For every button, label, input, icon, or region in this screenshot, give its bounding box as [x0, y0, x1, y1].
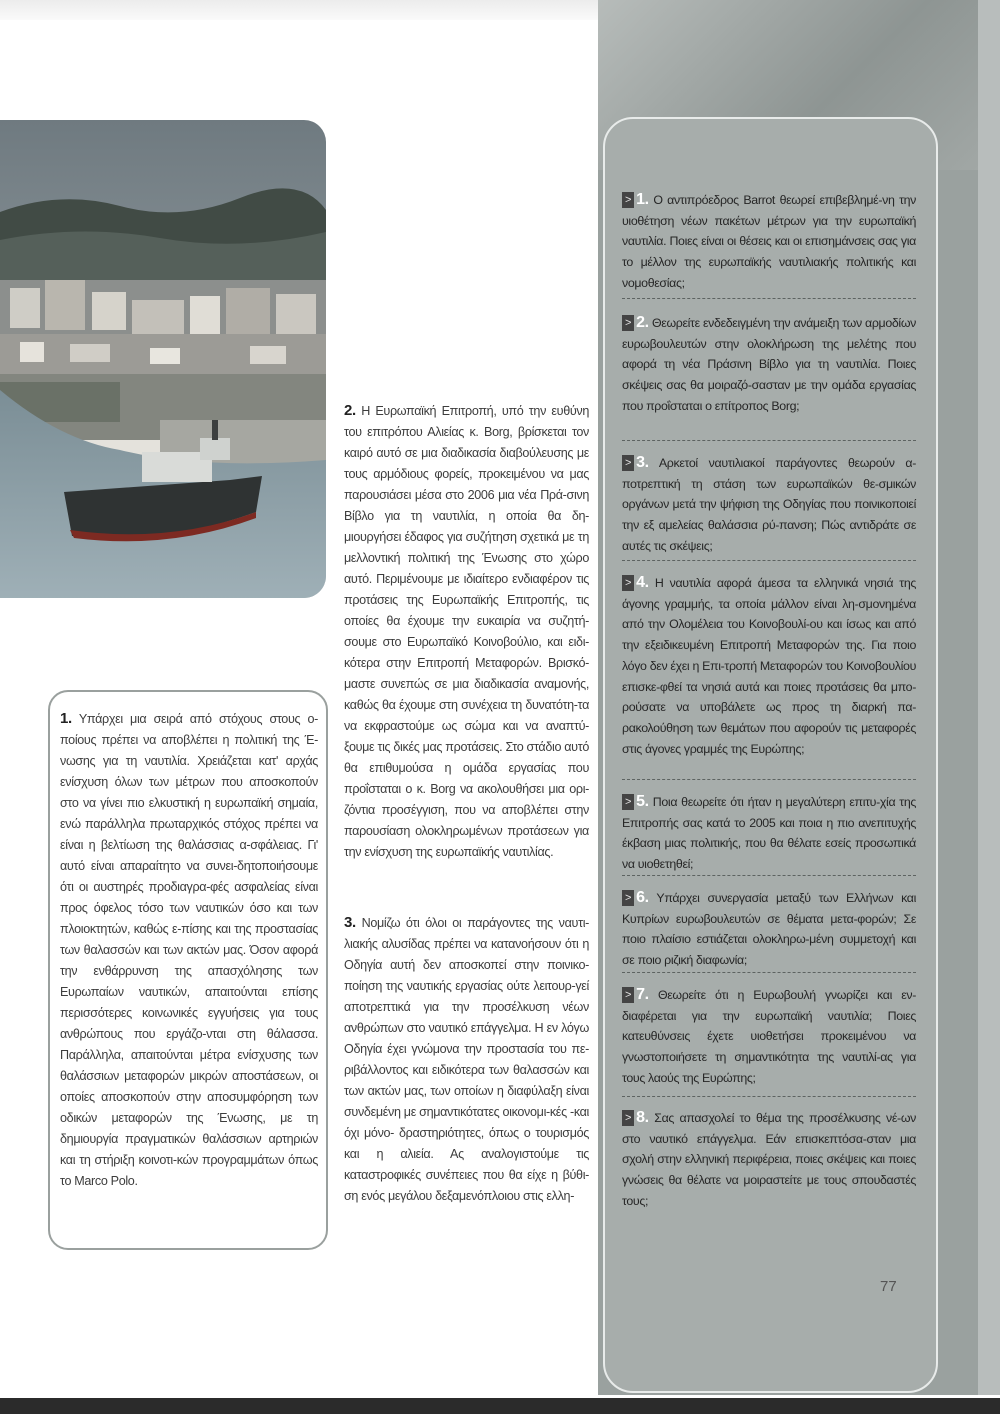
question-1 — [622, 190, 916, 294]
question-6-text: Υπάρχει συνεργασία μεταξύ των Ελλήνων και Κυπρίων ευρωβουλευτών σε θέματα μετα-φορών; Σε ποιο πλαίσιο εστιάζεται ολοκληρω-μένη συμμετοχή και σε ποιο ριζική διαφωνία; — [622, 891, 916, 968]
answer-2 — [344, 400, 589, 863]
page-right-margin — [978, 0, 1000, 1395]
question-8-text: Σας απασχολεί το θέμα της προσέλκυσης νέ-ων στο ναυτικό επάγγελμα. Εάν επισκεπτόσα-σταν μια σχολή στην ελληνική περιφέρεια, ποιες σκέψεις και ποιες γνώσεις θα θέλατε να μοιραστείτε με τους σπουδαστές τους; — [622, 1111, 917, 1208]
question-8-arrow-icon: > — [622, 1110, 634, 1126]
question-divider — [622, 298, 916, 299]
question-6-arrow-icon: > — [622, 890, 634, 906]
answer-1-number: 1. — [60, 710, 72, 727]
question-8 — [622, 1108, 916, 1212]
question-6-number: 6. — [636, 889, 649, 906]
question-7-text: Θεωρείτε ότι η Ευρωβουλή γνωρίζει και εν-διαφέρεται για την ευρωπαϊκή ναυτιλία; Ποιες κατευθύνσεις έχετε υιοθετήσει προκειμένου να γνωστοποιήσετε τη σημαντικότητα της ναυτιλί-ας για τους λαούς της Ευρώπης; — [622, 988, 916, 1085]
scan-bottom-edge — [0, 1398, 1000, 1414]
question-2-text: Θεωρείτε ενδεδειγμένη την ανάμειξη των αρμοδίων ευρωβουλευτών στην ολοκλήρωση της μελέτης που αφορά τη νέα Πράσινη Βίβλο για τη ναυτιλία. Ποιες σκέψεις σας θα μοιραζό-σασταν με την ομάδα εργασίας που προΐσταται ο επίτροπος Borg; — [622, 316, 917, 413]
answer-3-text: Νομίζω ότι όλοι οι παράγοντες της ναυτι-λιακής αλυσίδας πρέπει να κατανοήσουν ότι η Οδηγία αυτή δεν αποσκοπεί στην ποινικο-ποίηση της ναυτικής εργασίας ούτε λειτουρ-γεί αποτρεπτικά για την προσέλκυση νέων ανθρώπων στο ναυτικό επάγγελμα. Η εν λόγω Οδηγία έχει γνώμονα την προστασία του πε-ριβάλλοντος και ειδικότερα των θαλασσών και των ακτών μας, των οποίων η διαφύλαξη είναι συνδεμένη με σημαντικότατες οικονομι-κές -και όχι μόνο- δραστηριότητες, όπως ο τουρισμός και η αλιεία. Ας αναλογιστούμε τις καταστροφικές συνέπειες που θα είχε η βύθι-ση ενός μεγάλου δεξαμενόπλοιου στις ελλη- — [344, 916, 589, 1203]
question-2-number: 2. — [636, 314, 649, 331]
answer-1-text: Υπάρχει μια σειρά από στόχους στους ο-ποίους πρέπει να αποβλέπει η πολιτική της Έ-νωσης για τη ναυτιλία. Χρειάζεται κατ' αρχάς ενίσχυση όλων των μέτρων που αποσκοπούν στο να γίνει πιο ελκυστική η ευρωπαϊκή σημαία, ενώ παράλληλα πρωταρχικός στόχος πρέπει να είναι η βελτίωση της θαλάσσιας α-σφάλειας. Γι' αυτό είναι απαραίτητο να συνει-δητοποιήσουμε ότι οι αυστηρές προδιαγρα-φές ασφαλείας είναι προς όφελος τόσο των ναυτικών όσο και των πλοιοκτητών, καθώς ε-πίσης και της προστασίας των θαλασσών και των ακτών μας. Όσον αφορά την ενθάρρυνση της απασχόλησης των Ευρωπαίων ναυτικών, απαιτούνται επίσης περισσότερες κοινωνικές εγγυήσεις για τους ανθρώπους που εργάζο-νται στη θάλασσα. Παράλληλα, απαιτούνται μέτρα ενίσχυσης των θαλάσσιων μεταφορών μικρών αποστάσεων, οι οποίες αποσκοπούν στην αποσυμφόρηση των οδικών μεταφορών της Ένωσης, με τη δημιουργία πραγματικών θαλάσσιων αρτηριών και τη στήριξη κοινοτι-κών προγραμμάτων όπως το Marco Polo. — [60, 712, 318, 1188]
question-1-number: 1. — [636, 191, 649, 208]
answer-2-number: 2. — [344, 402, 356, 419]
answer-2-text: Η Ευρωπαϊκή Επιτροπή, υπό την ευθύνη του επιτρόπου Αλιείας κ. Borg, βρίσκεται τον καιρό αυτό σε μια διαδικασία διαβούλευσης με τους αρμόδιους φορείς, προκειμένου να μας παρουσιάσει μέσα στο 2006 μια νέα Πρά-σινη Βίβλο για τη ναυτιλία, η οποία θα δη-μιουργήσει έδαφος για συζήτηση σχετικά με τη μελλοντική πολιτική της Ένωσης στο χώρο αυτό. Περιμένουμε με ιδιαίτερο ενδιαφέρον τις προτάσεις της Ευρωπαϊκής Επιτροπής, τις οποίες θα έχουμε την ευκαιρία να συζητή-σουμε στο Ευρωπαϊκό Κοινοβούλιο, και ειδι-κότερα στην Επιτροπή Μεταφορών. Βρισκό-μαστε συνεπώς σε μια διαδικασία αναμονής, καθώς θα έχουμε στη συνέχεια τη δυνατότη-τα να εκφραστούμε ως σώμα και να αναπτύ-ξουμε τις δικές μας προτάσεις. Στο στάδιο αυτό θα επιθυμούσα η ομάδα εργασίας που προΐσταται ο κ. Borg να ακολουθήσει μια ορι-ζόντια προσέγγιση, που να αποβλέπει στην παρουσίαση ολοκληρωμένων προτάσεων για την ενίσχυση της ευρωπαϊκής ναυτιλίας. — [344, 404, 590, 859]
answer-3 — [344, 912, 589, 1207]
question-5 — [622, 792, 916, 875]
question-8-number: 8. — [636, 1109, 649, 1126]
question-divider — [622, 440, 916, 441]
question-3-arrow-icon: > — [622, 455, 634, 471]
question-4 — [622, 573, 916, 759]
question-6 — [622, 888, 916, 971]
question-5-number: 5. — [636, 793, 649, 810]
answer-3-number: 3. — [344, 914, 356, 931]
harbour-photo — [0, 120, 326, 598]
question-divider — [622, 779, 916, 780]
question-divider — [622, 875, 916, 876]
question-7 — [622, 985, 916, 1089]
question-4-arrow-icon: > — [622, 575, 634, 591]
answer-1 — [60, 708, 318, 1192]
question-divider — [622, 560, 916, 561]
question-2 — [622, 313, 916, 417]
question-3-text: Αρκετοί ναυτιλιακοί παράγοντες θεωρούν α-ποτρεπτική τη στάση των ευρωπαϊκών θε-σμικών οργάνων μετά την ψήφιση της Οδηγίας που ποινικοποιεί την εξ αμελείας θαλάσσια ρύ-πανση; Πώς αντιδράτε σε αυτές τις σκέψεις; — [622, 456, 916, 553]
question-4-text: Η ναυτιλία αφορά άμεσα τα ελληνικά νησιά της άγονης γραμμής, τα οποία μάλλον είναι λη-σμονημένα από την Ολομέλεια του Κοινοβουλί-ου και ίσως και από την εξειδικευμένη Επιτροπή Μεταφορών της. Για ποιο λόγο δεν έχει η Επι-τροπή Μεταφορών του Κοινοβουλίου επισκε-φθεί τα νησιά αυτά και ποιες προτάσεις θα μπο-ρούσατε να υποβάλετε ως προς τη διαρκή πα-ρακολούθηση των θεμάτων που αφορούν τις μεταφορές στις άγονες γραμμές της Ευρώπης; — [622, 576, 917, 756]
question-3 — [622, 453, 916, 557]
question-1-arrow-icon: > — [622, 192, 634, 208]
question-2-arrow-icon: > — [622, 315, 634, 331]
question-4-number: 4. — [636, 574, 649, 591]
page-number: 77 — [880, 1278, 897, 1295]
question-1-text: Ο αντιπρόεδρος Barrot θεωρεί επιβεβλημέ-νη την υιοθέτηση νέων πακέτων μέτρων για την ευρωπαϊκή ναυτιλία. Ποιες είναι οι θέσεις και οι επισημάνσεις σας για το μέλλον της ευρωπαϊκής ναυτιλιακής πολιτικής και νομοθεσίας; — [622, 193, 916, 290]
question-divider — [622, 972, 916, 973]
question-5-arrow-icon: > — [622, 794, 634, 810]
question-7-number: 7. — [636, 986, 649, 1003]
question-divider — [622, 1096, 916, 1097]
question-3-number: 3. — [636, 454, 649, 471]
question-7-arrow-icon: > — [622, 987, 634, 1003]
question-5-text: Ποια θεωρείτε ότι ήταν η μεγαλύτερη επιτυ-χία της Επιτροπής σας κατά το 2005 και ποια η πιο ανεπιτυχής έκβαση μιας πολιτικής, που θα θέλατε εσείς προσωπικά να υιοθετηθεί; — [622, 795, 916, 872]
